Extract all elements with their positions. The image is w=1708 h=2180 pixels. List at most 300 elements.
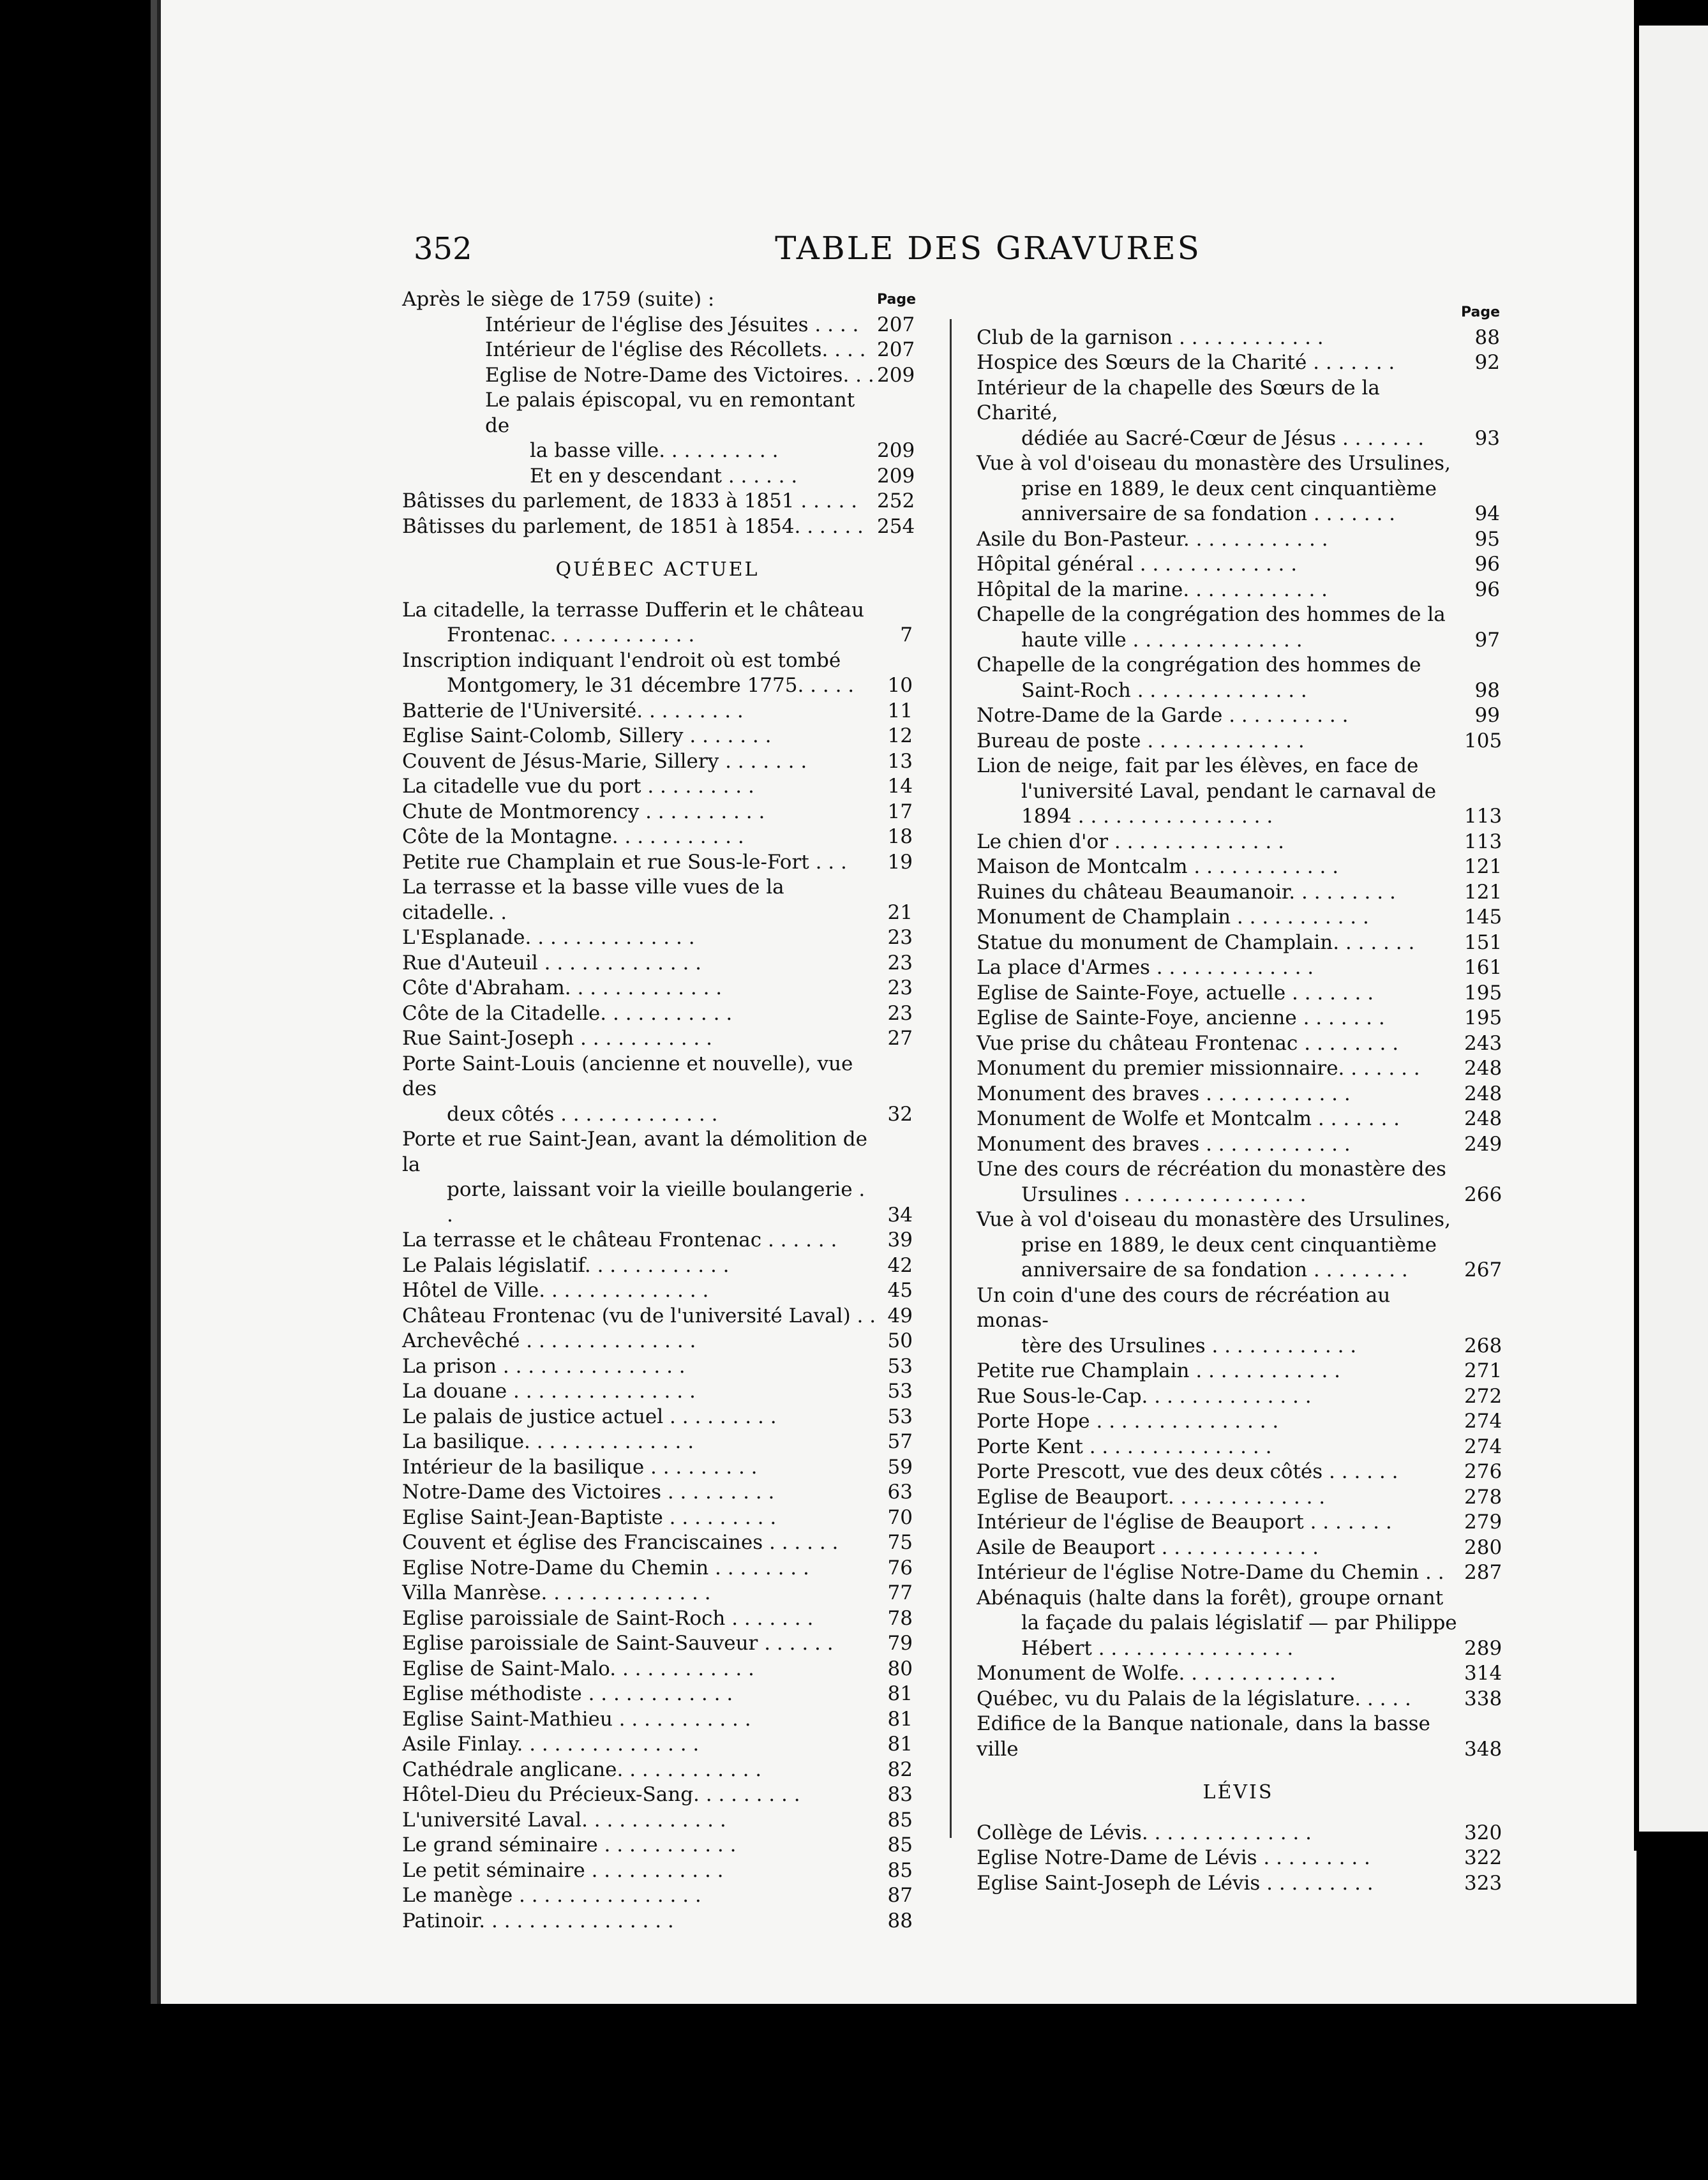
toc-page-number: 161	[1464, 956, 1502, 979]
toc-entry-text: tère des Ursulines . . . . . . . . . . . .	[1021, 1334, 1357, 1357]
toc-entry	[402, 724, 913, 749]
toc-page-number: 145	[1464, 906, 1502, 929]
toc-entry-line	[977, 1535, 1500, 1561]
toc-entry	[977, 880, 1500, 906]
toc-entry-line	[402, 1505, 913, 1531]
toc-entry-line	[977, 703, 1500, 729]
toc-entry-line	[977, 779, 1500, 805]
toc-entry-line	[977, 1384, 1500, 1410]
column-divider	[950, 319, 952, 1838]
toc-page-number: 94	[1474, 502, 1500, 525]
toc-entry-line	[977, 1560, 1500, 1586]
toc-page-number: 209	[877, 464, 915, 488]
toc-page-number: 268	[1464, 1334, 1502, 1357]
toc-page-number: 254	[877, 514, 915, 538]
toc-entry-text: Le palais de justice actuel . . . . . . . . .	[402, 1405, 777, 1428]
toc-entry	[977, 905, 1500, 930]
toc-entry	[977, 1056, 1500, 1082]
toc-entry	[977, 729, 1500, 754]
toc-page-number: 57	[887, 1430, 913, 1453]
toc-entry-line	[977, 855, 1500, 880]
toc-entry-line	[977, 1435, 1500, 1460]
toc-entry	[977, 1082, 1500, 1107]
toc-entry	[402, 749, 913, 775]
toc-entry-line	[402, 1354, 913, 1380]
toc-entry	[977, 1510, 1500, 1535]
toc-entry	[402, 1379, 913, 1405]
toc-entry	[977, 1107, 1500, 1132]
toc-entry-text: Château Frontenac (vu de l'université Laval) . .	[402, 1304, 876, 1327]
toc-entry-line	[977, 552, 1500, 578]
toc-page-number: 96	[1474, 578, 1500, 601]
toc-entry-text: Asile du Bon-Pasteur. . . . . . . . . . . .	[977, 527, 1328, 551]
section-title-quebec: QUÉBEC ACTUEL	[555, 558, 760, 581]
toc-entry-line	[402, 1808, 913, 1833]
toc-entry	[977, 350, 1500, 376]
toc-page-number: 249	[1464, 1132, 1502, 1156]
toc-page-number: 53	[887, 1380, 913, 1403]
toc-entry-text: Hôtel de Ville. . . . . . . . . . . . . .	[402, 1279, 709, 1302]
toc-entry-text: Eglise Notre-Dame du Chemin . . . . . . . .	[402, 1556, 809, 1579]
toc-page-number: 97	[1474, 628, 1500, 652]
toc-entry-line	[402, 1228, 913, 1253]
toc-entry-text: deux côtés . . . . . . . . . . . . .	[447, 1102, 718, 1126]
toc-entry-text: la façade du palais législatif — par Philippe	[1021, 1611, 1457, 1634]
toc-entry	[402, 925, 913, 951]
toc-entry	[402, 1253, 913, 1279]
toc-page-number: 92	[1474, 351, 1500, 374]
toc-page-number: 23	[887, 1001, 913, 1025]
toc-page-number: 287	[1464, 1561, 1502, 1584]
toc-entry-text: 1894 . . . . . . . . . . . . . . . .	[1021, 805, 1273, 828]
toc-entry-text: Eglise de Notre-Dame des Victoires. . .	[485, 363, 874, 387]
toc-entry-text: Bâtisses du parlement, de 1851 à 1854. . . . . .	[402, 514, 864, 538]
toc-entry-text: Hôpital général . . . . . . . . . . . . .	[977, 553, 1298, 576]
toc-entry-text: Asile de Beauport . . . . . . . . . . . . .	[977, 1535, 1319, 1559]
toc-entry-text: Notre-Dame des Victoires . . . . . . . . .	[402, 1481, 775, 1504]
toc-page-number: 39	[887, 1228, 913, 1251]
toc-entry-line	[402, 774, 913, 800]
toc-page-number: 248	[1464, 1107, 1502, 1130]
toc-entry-line	[977, 1359, 1500, 1384]
toc-entry	[402, 875, 913, 925]
toc-entry-text: Eglise Saint-Jean-Baptiste . . . . . . . . .	[402, 1505, 777, 1529]
toc-entry-line	[977, 527, 1500, 553]
toc-entry	[402, 1782, 913, 1808]
toc-entry	[402, 489, 913, 514]
toc-page-number: 81	[887, 1707, 913, 1731]
toc-page-number: 59	[887, 1455, 913, 1479]
toc-page-number: 248	[1464, 1057, 1502, 1080]
toc-entry	[402, 825, 913, 850]
toc-entry-line	[977, 325, 1500, 351]
toc-page-number: 88	[887, 1909, 913, 1932]
left-column	[402, 287, 917, 1934]
toc-entry-line	[402, 724, 913, 749]
toc-entry	[977, 1132, 1500, 1158]
toc-entry-text: L'université Laval. . . . . . . . . . . .	[402, 1808, 726, 1832]
toc-entry-text: Eglise Saint-Mathieu . . . . . . . . . . .	[402, 1707, 751, 1731]
toc-page-number: 81	[887, 1733, 913, 1756]
toc-entry-text: Archevêché . . . . . . . . . . . . . .	[402, 1329, 696, 1352]
toc-entry	[977, 1535, 1500, 1561]
toc-entry-line	[977, 426, 1500, 452]
toc-page-number: 42	[887, 1253, 913, 1277]
page-gap	[1634, 0, 1639, 1851]
toc-entry	[402, 951, 913, 976]
toc-entry	[977, 930, 1500, 956]
toc-page-number: 80	[887, 1657, 913, 1680]
toc-entry-line	[977, 1283, 1500, 1334]
toc-entry	[977, 1687, 1500, 1712]
toc-entry	[402, 1052, 913, 1128]
toc-page-number: 113	[1464, 830, 1502, 853]
toc-entry	[402, 1606, 913, 1632]
toc-page-number: 243	[1464, 1031, 1502, 1055]
toc-entry-line	[977, 1107, 1500, 1132]
toc-entry-line	[402, 1682, 913, 1707]
toc-entry-text: Un coin d'une des cours de récréation au monas-	[977, 1283, 1397, 1332]
page-number: 352	[414, 231, 472, 267]
toc-entry-text: Rue d'Auteuil . . . . . . . . . . . . .	[402, 951, 702, 974]
toc-entry-text: Porte et rue Saint-Jean, avant la démolition de la	[402, 1128, 874, 1176]
toc-page-number: 207	[877, 338, 915, 361]
toc-entry-line	[402, 1026, 913, 1052]
toc-entry-line	[402, 1278, 913, 1304]
toc-entry-text: anniversaire de sa fondation . . . . . . .	[1021, 502, 1396, 525]
toc-entry	[402, 1883, 913, 1909]
toc-entry-text: Bâtisses du parlement, de 1833 à 1851 . . . . .	[402, 489, 858, 512]
toc-entry	[402, 1833, 913, 1858]
toc-entry	[402, 1026, 913, 1052]
toc-entry-line	[977, 350, 1500, 376]
toc-entry-line	[402, 1127, 913, 1177]
toc-entry-line	[977, 1409, 1500, 1435]
toc-entry-text: prise en 1889, le deux cent cinquantième	[1021, 477, 1437, 500]
toc-entry	[402, 464, 913, 489]
toc-entry-line	[977, 1132, 1500, 1158]
toc-entry-line	[977, 880, 1500, 906]
toc-page-number: 50	[887, 1329, 913, 1352]
toc-entry-text: Eglise paroissiale de Saint-Roch . . . . . . .	[402, 1606, 814, 1630]
toc-entry-text: Monument de Wolfe. . . . . . . . . . . . .	[977, 1662, 1336, 1685]
toc-entry-text: Eglise Saint-Joseph de Lévis . . . . . . . . .	[977, 1871, 1374, 1895]
toc-page-number: 78	[887, 1606, 913, 1630]
toc-entry-line	[977, 754, 1500, 779]
toc-entry-text: Petite rue Champlain . . . . . . . . . . . .	[977, 1359, 1341, 1382]
toc-entry	[977, 1359, 1500, 1384]
toc-entry-line	[402, 648, 913, 674]
toc-entry	[402, 514, 913, 540]
toc-entry-line	[402, 1707, 913, 1733]
toc-entry-line	[977, 905, 1500, 930]
toc-entry	[402, 1758, 913, 1783]
toc-entry-line	[977, 502, 1500, 527]
toc-entry-line	[402, 1253, 913, 1279]
toc-entry-text: Eglise Saint-Colomb, Sillery . . . . . . .	[402, 724, 772, 747]
toc-page-number: 87	[887, 1884, 913, 1907]
toc-entry	[402, 1581, 913, 1606]
toc-entry	[977, 1207, 1500, 1283]
toc-entry	[977, 955, 1500, 981]
toc-entry-line	[402, 1732, 913, 1758]
toc-page-number: 323	[1464, 1871, 1502, 1895]
toc-page-number: 79	[887, 1632, 913, 1655]
toc-entry-text: Intérieur de la basilique . . . . . . . . .	[402, 1455, 758, 1479]
toc-entry	[402, 1707, 913, 1733]
toc-page-number: 34	[887, 1203, 913, 1227]
toc-page-number: 13	[887, 749, 913, 773]
toc-entry-line	[977, 1636, 1500, 1662]
toc-entry-text: Et en y descendant . . . . . .	[530, 464, 798, 488]
toc-entry-text: Montgomery, le 31 décembre 1775. . . . .	[447, 674, 855, 697]
toc-entry-line	[977, 1006, 1500, 1031]
toc-entry-line	[977, 1687, 1500, 1712]
toc-entry-text: porte, laissant voir la vieille boulangerie . .	[447, 1178, 872, 1227]
toc-page-number: 7	[900, 623, 913, 646]
toc-entry-line	[402, 1858, 913, 1884]
toc-entry-line	[402, 1052, 913, 1102]
toc-page-number: 75	[887, 1531, 913, 1554]
toc-entry-text: La citadelle vue du port . . . . . . . . .	[402, 775, 754, 798]
toc-page-number: 289	[1464, 1636, 1502, 1660]
entry-list-levis	[977, 1821, 1500, 1897]
toc-entry-line	[977, 451, 1500, 477]
toc-entry-text: Le manège . . . . . . . . . . . . . . .	[402, 1884, 701, 1907]
toc-entry	[977, 578, 1500, 603]
toc-entry-text: Le Palais législatif. . . . . . . . . . . .	[402, 1253, 730, 1277]
toc-entry-line	[402, 1329, 913, 1354]
toc-entry-line	[402, 1379, 913, 1405]
toc-entry-line	[977, 1485, 1500, 1511]
toc-entry-line	[402, 673, 913, 699]
toc-entry-text: la basse ville. . . . . . . . . .	[530, 439, 779, 462]
toc-page-number: 195	[1464, 1006, 1502, 1029]
toc-page-number: 70	[887, 1505, 913, 1529]
toc-entry	[977, 1409, 1500, 1435]
toc-entry-line	[402, 1758, 913, 1783]
toc-page-number: 252	[877, 489, 915, 512]
toc-entry-line	[977, 1460, 1500, 1485]
toc-entry	[402, 1858, 913, 1884]
toc-page-number: 195	[1464, 981, 1502, 1004]
toc-entry	[977, 1435, 1500, 1460]
toc-entry-text: dédiée au Sacré-Cœur de Jésus . . . . . . .	[1021, 426, 1425, 450]
toc-entry-text: Ruines du château Beaumanoir. . . . . . . . .	[977, 880, 1396, 904]
toc-entry-line	[977, 1258, 1500, 1283]
toc-page-number: 17	[887, 800, 913, 823]
toc-entry-line	[402, 875, 913, 925]
toc-entry-text: Club de la garnison . . . . . . . . . . . .	[977, 325, 1324, 349]
toc-entry	[977, 1871, 1500, 1897]
toc-entry-line	[402, 1581, 913, 1606]
toc-entry-text: prise en 1889, le deux cent cinquantième	[1021, 1233, 1437, 1257]
toc-entry-text: Eglise méthodiste . . . . . . . . . . . .	[402, 1682, 733, 1705]
toc-entry	[977, 527, 1500, 553]
toc-entry-text: Porte Hope . . . . . . . . . . . . . . .	[977, 1410, 1279, 1433]
toc-entry-line	[977, 1611, 1500, 1636]
toc-page-number: 81	[887, 1682, 913, 1705]
toc-entry-text: Eglise de Sainte-Foye, ancienne . . . . . . .	[977, 1006, 1385, 1029]
toc-page-number: 19	[887, 850, 913, 874]
section-title-levis: LÉVIS	[1202, 1781, 1274, 1803]
page-label: Page	[877, 292, 917, 308]
toc-page-number: 274	[1464, 1410, 1502, 1433]
toc-entry	[402, 850, 913, 876]
toc-entry-text: Eglise de Sainte-Foye, actuelle . . . . . . .	[977, 981, 1374, 1004]
toc-entry	[402, 1304, 913, 1329]
apres-list	[402, 313, 913, 540]
toc-page-number: 322	[1464, 1846, 1502, 1869]
toc-entry-text: Une des cours de récréation du monastère des	[977, 1158, 1446, 1181]
toc-entry-line	[402, 1480, 913, 1505]
toc-entry-text: Intérieur de l'église des Jésuites . . . .	[485, 313, 859, 336]
toc-entry-line	[977, 1661, 1500, 1687]
toc-entry	[402, 1405, 913, 1430]
toc-entry	[402, 699, 913, 724]
toc-page-number: 53	[887, 1405, 913, 1428]
toc-page-number: 99	[1474, 704, 1500, 727]
toc-page-number: 105	[1464, 729, 1502, 752]
toc-entry-text: Collège de Lévis. . . . . . . . . . . . . .	[977, 1821, 1312, 1844]
toc-entry-line	[977, 1871, 1500, 1897]
toc-entry-line	[977, 830, 1500, 855]
toc-page-number: 18	[887, 825, 913, 848]
toc-page-number: 53	[887, 1354, 913, 1378]
toc-page-number: 21	[887, 900, 913, 924]
toc-page-number: 11	[887, 699, 913, 722]
toc-entry	[402, 1278, 913, 1304]
toc-entry	[402, 800, 913, 825]
toc-entry	[977, 981, 1500, 1006]
toc-entry-line	[977, 1712, 1500, 1762]
toc-entry	[977, 1661, 1500, 1687]
toc-page-number: 10	[887, 674, 913, 697]
toc-entry	[977, 1586, 1500, 1662]
toc-entry-line	[402, 1530, 913, 1556]
toc-entry	[977, 1560, 1500, 1586]
toc-entry	[402, 1732, 913, 1758]
toc-entry-line	[402, 749, 913, 775]
toc-entry	[977, 451, 1500, 527]
toc-entry-text: Batterie de l'Université. . . . . . . . .	[402, 699, 744, 722]
toc-page-number: 272	[1464, 1384, 1502, 1408]
entry-list-left	[402, 598, 913, 1934]
toc-entry-line	[977, 1233, 1500, 1258]
toc-entry-text: Chapelle de la congrégation des hommes de	[977, 653, 1421, 676]
toc-entry	[402, 1455, 913, 1481]
toc-page-number: 98	[1474, 678, 1500, 702]
right-column	[977, 300, 1500, 1896]
toc-entry-text: Monument du premier missionnaire. . . . . . .	[977, 1057, 1420, 1080]
toc-entry-text: Porte Saint-Louis (ancienne et nouvelle), vue des	[402, 1052, 860, 1100]
toc-entry	[977, 1460, 1500, 1485]
toc-entry-line	[977, 628, 1500, 653]
toc-entry-line	[977, 1586, 1500, 1611]
toc-page-number: 271	[1464, 1359, 1502, 1382]
toc-entry	[977, 1157, 1500, 1207]
toc-entry-text: Le palais épiscopal, vu en remontant de	[485, 389, 862, 437]
toc-entry-text: Intérieur de l'église des Récollets. . . .	[485, 338, 866, 361]
toc-entry-text: La prison . . . . . . . . . . . . . . .	[402, 1354, 685, 1378]
toc-page-number: 76	[887, 1556, 913, 1579]
toc-entry	[977, 1821, 1500, 1846]
toc-entry-text: Porte Prescott, vue des deux côtés . . . . . .	[977, 1460, 1398, 1483]
toc-entry-text: Asile Finlay. . . . . . . . . . . . . . .	[402, 1733, 700, 1756]
entry-list-right	[977, 325, 1500, 1763]
toc-page-number: 278	[1464, 1485, 1502, 1509]
toc-entry-text: Edifice de la Banque nationale, dans la basse ville	[977, 1712, 1437, 1761]
toc-entry	[402, 1430, 913, 1455]
toc-entry-text: Notre-Dame de la Garde . . . . . . . . . .	[977, 704, 1349, 727]
toc-entry-text: Porte Kent . . . . . . . . . . . . . . .	[977, 1435, 1272, 1458]
toc-entry-text: Villa Manrèse. . . . . . . . . . . . . .	[402, 1581, 711, 1604]
toc-entry-text: Saint-Roch . . . . . . . . . . . . . .	[1021, 678, 1307, 702]
toc-entry-line	[977, 653, 1500, 678]
toc-entry-text: Eglise de Saint-Malo. . . . . . . . . . . .	[402, 1657, 754, 1680]
toc-entry-line	[402, 850, 913, 876]
toc-entry	[402, 1682, 913, 1707]
toc-entry-text: haute ville . . . . . . . . . . . . . .	[1021, 628, 1303, 652]
toc-entry	[977, 1485, 1500, 1511]
toc-page-number: 248	[1464, 1082, 1502, 1105]
toc-entry	[977, 1384, 1500, 1410]
toc-entry-line	[402, 951, 913, 976]
toc-entry	[402, 1556, 913, 1581]
toc-entry-line	[977, 376, 1500, 426]
toc-page-number: 209	[877, 439, 915, 462]
toc-entry-text: Côte de la Montagne. . . . . . . . . . .	[402, 825, 744, 848]
toc-page-number: 77	[887, 1581, 913, 1604]
toc-entry	[977, 325, 1500, 351]
page-label-right: Page	[1460, 304, 1500, 320]
toc-entry-text: Intérieur de l'église Notre-Dame du Chemin . .	[977, 1561, 1444, 1584]
toc-page-number: 348	[1464, 1737, 1502, 1761]
toc-entry-text: Bureau de poste . . . . . . . . . . . . .	[977, 729, 1305, 752]
toc-page-number: 45	[887, 1279, 913, 1302]
toc-entry	[402, 774, 913, 800]
toc-page-number: 83	[887, 1783, 913, 1806]
toc-entry	[977, 653, 1500, 703]
toc-entry	[977, 703, 1500, 729]
toc-entry-line	[402, 699, 913, 724]
toc-page-number: 267	[1464, 1258, 1502, 1281]
toc-entry-line	[402, 825, 913, 850]
toc-entry-line	[977, 1183, 1500, 1208]
toc-entry-line	[402, 1606, 913, 1632]
toc-entry-line	[977, 930, 1500, 956]
toc-entry	[977, 830, 1500, 855]
toc-entry-text: Hôpital de la marine. . . . . . . . . . . .	[977, 578, 1328, 601]
toc-entry-line	[977, 804, 1500, 830]
toc-entry-text: Le chien d'or . . . . . . . . . . . . . .	[977, 830, 1284, 853]
intro-line	[402, 287, 917, 313]
toc-entry	[402, 438, 913, 464]
toc-page-number: 12	[887, 724, 913, 747]
page-title: TABLE DES GRAVURES	[775, 230, 1201, 267]
toc-entry	[977, 1846, 1500, 1871]
toc-entry-line	[402, 1001, 913, 1027]
toc-entry	[977, 552, 1500, 578]
toc-page-number: 274	[1464, 1435, 1502, 1458]
toc-entry-text: La citadelle, la terrasse Dufferin et le château	[402, 598, 864, 622]
toc-entry-line	[402, 1405, 913, 1430]
toc-entry-text: La basilique. . . . . . . . . . . . . .	[402, 1430, 694, 1453]
toc-entry-text: Vue prise du château Frontenac . . . . . . . .	[977, 1031, 1399, 1055]
toc-entry-text: La place d'Armes . . . . . . . . . . . . .	[977, 956, 1314, 979]
toc-entry-line	[402, 1883, 913, 1909]
toc-entry-line	[977, 981, 1500, 1006]
